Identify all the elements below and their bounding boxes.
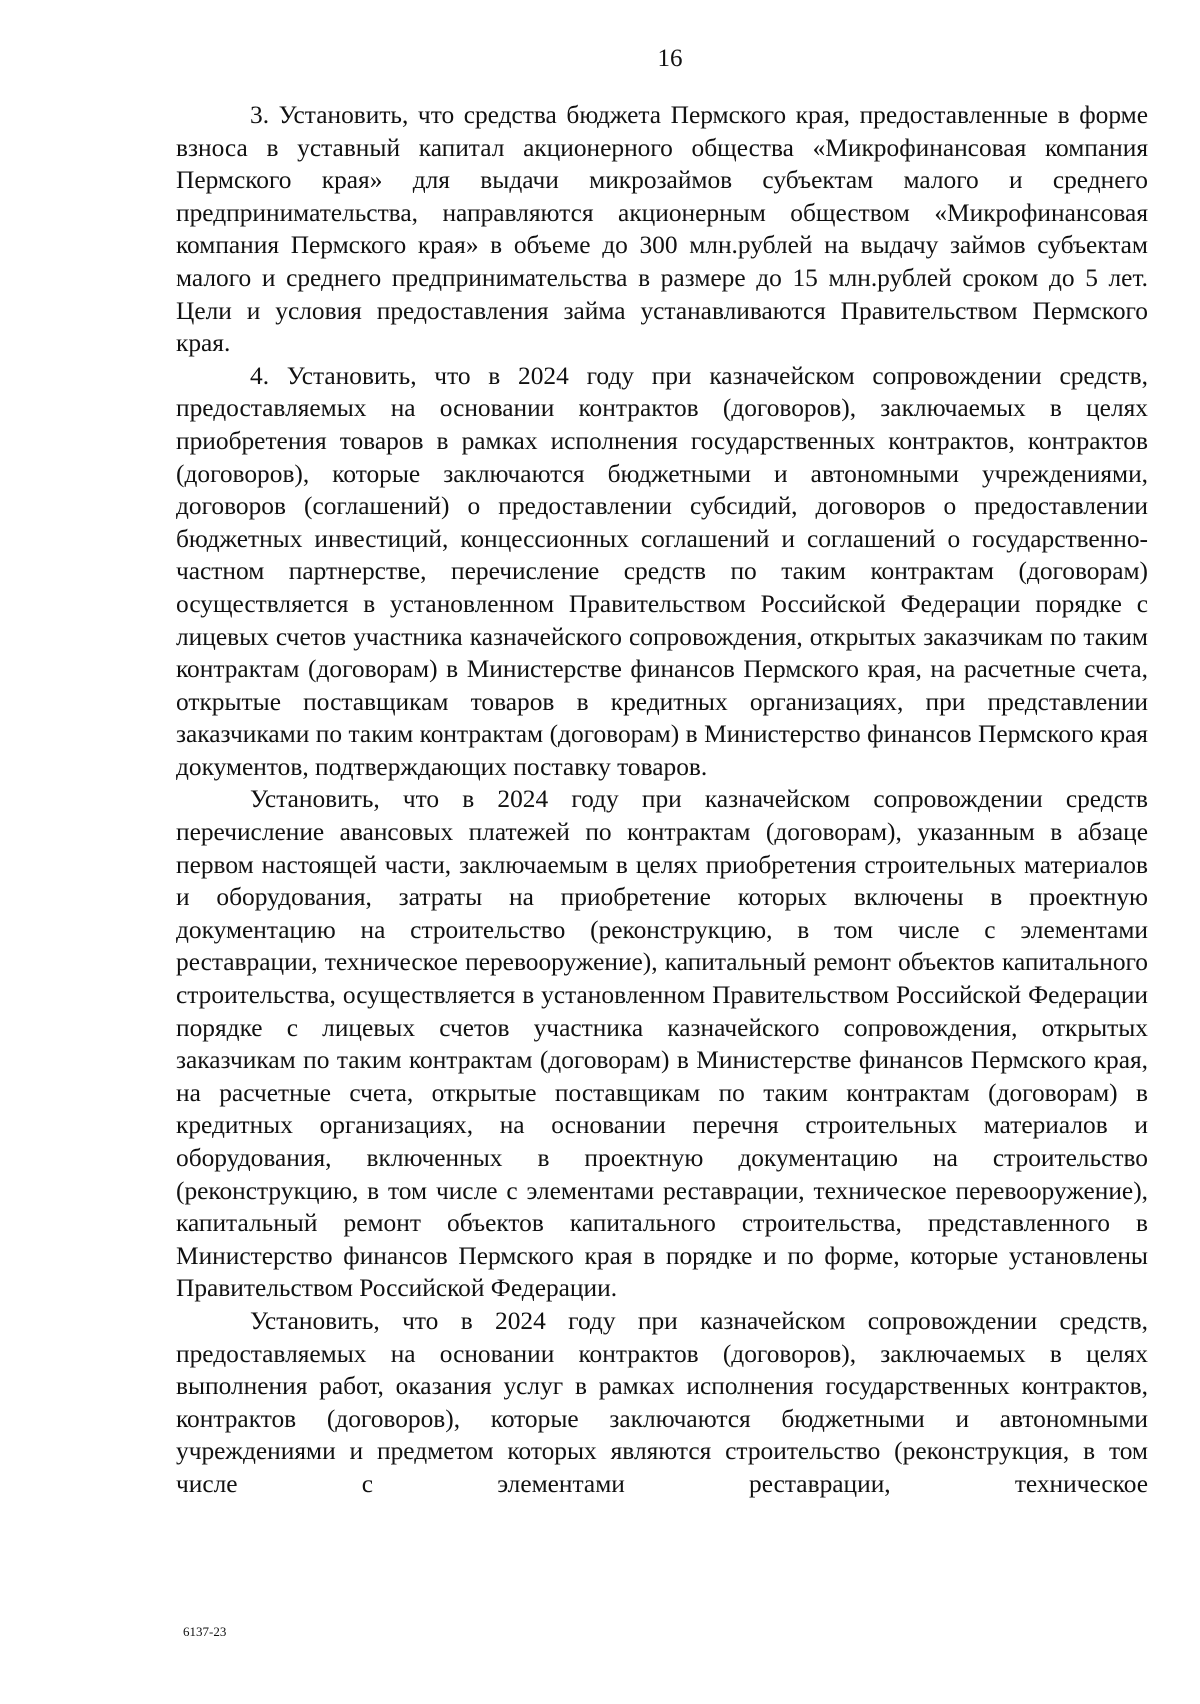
paragraph-item-4: 4. Установить, что в 2024 году при казначейском сопровождении средств, предоставляемых на основании контрактов (договоров), заключаемых в целях приобретения товаров в рамках исполнения государственных контрактов, контрактов (договоров), которые заключаются бюджетными и автономными учреждениями, договоров (соглашений) о предоставлении субсидий, договоров о предоставлении бюджетных инвестиций, концессионных соглашений и соглашений о государственно-частном партнерстве, перечисление средств по таким контрактам (договорам) осуществляется в установленном Правительством Российской Федерации порядке с лицевых счетов участника казначейского сопровождения, открытых заказчикам по таким контрактам (договорам) в Министерстве финансов Пермского края, на расчетные счета, открытые поставщикам товаров в кредитных организациях, при представлении заказчиками по таким контрактам (договорам) в Министерство финансов Пермского края документов, подтверждающих поставку товаров. xyxy=(176,361,1148,781)
document-body xyxy=(176,99,1148,1501)
document-code: 6137-23 xyxy=(183,1624,227,1639)
paragraph-works-services: Установить, что в 2024 году при казначейском сопровождении средств, предоставляемых на основании контрактов (договоров), заключаемых в целях выполнения работ, оказания услуг в рамках исполнения государственных контрактов, контрактов (договоров), которые заключаются бюджетными и автономными учреждениями и предметом которых являются строительство (реконструкция, в том числе с элементами реставрации, техническое xyxy=(176,1306,1148,1498)
paragraph-advance-payments: Установить, что в 2024 году при казначейском сопровождении средств перечисление авансовых платежей по контрактам (договорам), указанным в абзаце первом настоящей части, заключаемым в целях приобретения строительных материалов и оборудования, затраты на приобретение которых включены в проектную документацию на строительство (реконструкцию, в том числе с элементами реставрации, техническое перевооружение), капитальный ремонт объектов капитального строительства, осуществляется в установленном Правительством Российской Федерации порядке с лицевых счетов участника казначейского сопровождения, открытых заказчикам по таким контрактам (договорам) в Министерстве финансов Пермского края, на расчетные счета, открытые поставщикам по таким контрактам (договорам) в кредитных организациях, на основании перечня строительных материалов и оборудования, включенных в проектную документацию на строительство (реконструкцию, в том числе с элементами реставрации, техническое перевооружение), капитальный ремонт объектов капитального строительства, представленного в Министерство финансов Пермского края в порядке и по форме, которые установлены Правительством Российской Федерации. xyxy=(176,785,1148,1303)
page-number: 16 xyxy=(657,45,683,72)
paragraph-item-3: 3. Установить, что средства бюджета Пермского края, предоставленные в форме взноса в уставный капитал акционерного общества «Микрофинансовая компания Пермского края» для выдачи микрозаймов субъектам малого и среднего предпринимательства, направляются акционерным обществом «Микрофинансовая компания Пермского края» в объеме до 300 млн.рублей на выдачу займов субъектам малого и среднего предпринимательства в размере до 15 млн.рублей сроком до 5 лет. Цели и условия предоставления займа устанавливаются Правительством Пермского края. xyxy=(176,101,1148,358)
